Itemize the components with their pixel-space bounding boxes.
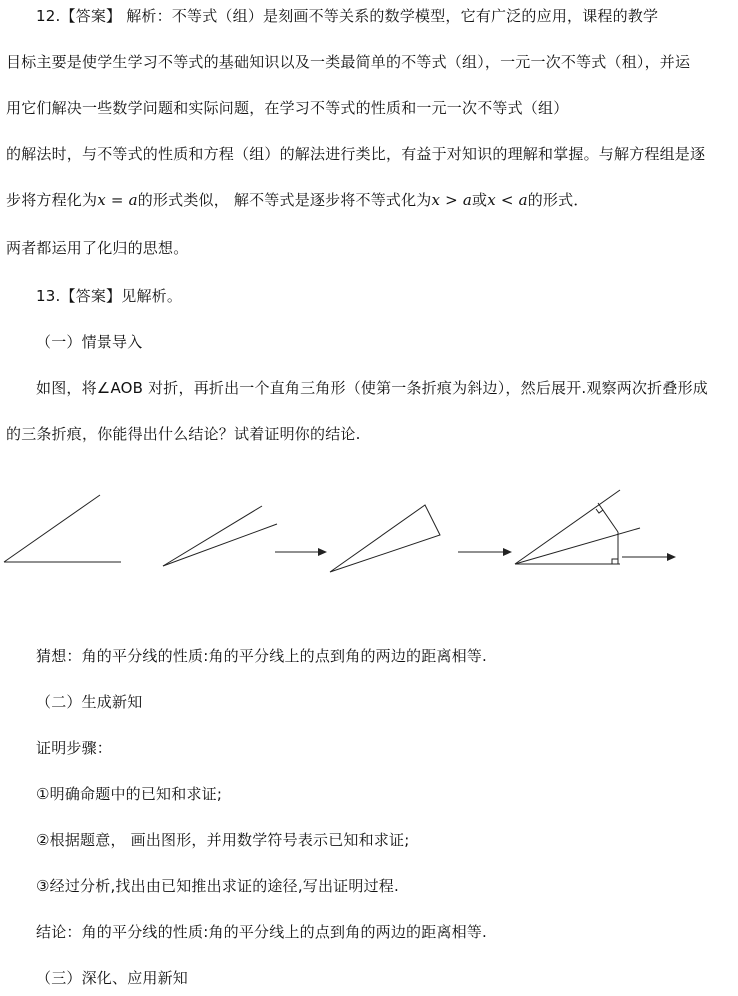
q12-text: 的形式． (527, 191, 589, 209)
folded-angle-diagram (163, 506, 277, 566)
q12-text: 步将方程化为 (6, 191, 98, 209)
math-x-gt-a: x > a (431, 191, 473, 209)
proof-step-1: ①明确命题中的已知和求证; (36, 785, 223, 803)
right-triangle-fold-diagram (330, 505, 440, 572)
perpendicular-crease (598, 503, 618, 532)
conclusion: 结论：角的平分线的性质:角的平分线上的点到角的两边的距离相等. (36, 923, 488, 941)
section-heading-3: （三）深化、应用新知 (36, 969, 189, 987)
proof-steps-title: 证明步骤： (36, 739, 113, 757)
angle-bisector-crease (515, 528, 640, 564)
q12-line-1: 12.【答案】 解析：不等式（组）是刻画不等关系的数学模型，它有广泛的应用，课程的教学 (36, 7, 659, 25)
q12-text: 的形式类似， 解不等式是逐步将不等式化为 (137, 191, 432, 209)
angle-side (4, 495, 100, 562)
section-heading-2: （二）生成新知 (36, 693, 143, 711)
angle-side (515, 490, 620, 564)
proof-step-2: ②根据题意， 画出图形，并用数学符号表示已知和求证; (36, 831, 410, 849)
fold-edge (163, 506, 262, 566)
angle-aob-diagram (4, 495, 121, 562)
q13-intro-line-2: 的三条折痕，你能得出什么结论？试着证明你的结论. (6, 425, 361, 443)
q12-text: 或 (472, 191, 488, 209)
proof-step-3: ③经过分析,找出由已知推出求证的途径,写出证明过程. (36, 877, 399, 895)
right-angle-mark (612, 559, 618, 564)
folding-figure (0, 480, 738, 580)
q12-line-5 (6, 190, 589, 210)
q12-line-6: 两者都运用了化归的思想。 (6, 239, 189, 257)
q13-heading: 13.【答案】见解析。 (36, 287, 183, 305)
arrow-icon (275, 548, 327, 556)
q12-line-2: 目标主要是使学生学习不等式的基础知识以及一类最简单的不等式（组），一元一次不等式（租），并运 (6, 53, 691, 71)
fold-edge (163, 524, 277, 566)
section-heading-1: （一）情景导入 (36, 333, 143, 351)
arrow-icon (622, 553, 676, 561)
conjecture: 猜想：角的平分线的性质:角的平分线上的点到角的两边的距离相等. (36, 647, 488, 665)
math-x-lt-a: x < a (487, 191, 528, 209)
folded-triangle (330, 505, 440, 572)
unfolded-creases-diagram (515, 490, 640, 564)
q12-line-4: 的解法时，与不等式的性质和方程（组）的解法进行类比，有益于对知识的理解和掌握。与解方程组是逐 (6, 145, 706, 163)
q12-line-3: 用它们解决一些数学问题和实际问题，在学习不等式的性质和一元一次不等式（组） (6, 99, 569, 117)
arrow-icon (458, 548, 512, 556)
math-x-eq-a: x = a (97, 191, 138, 209)
q13-intro-line-1: 如图，将∠AOB 对折，再折出一个直角三角形（使第一条折痕为斜边），然后展开.观察两次折叠形成 (36, 379, 708, 397)
